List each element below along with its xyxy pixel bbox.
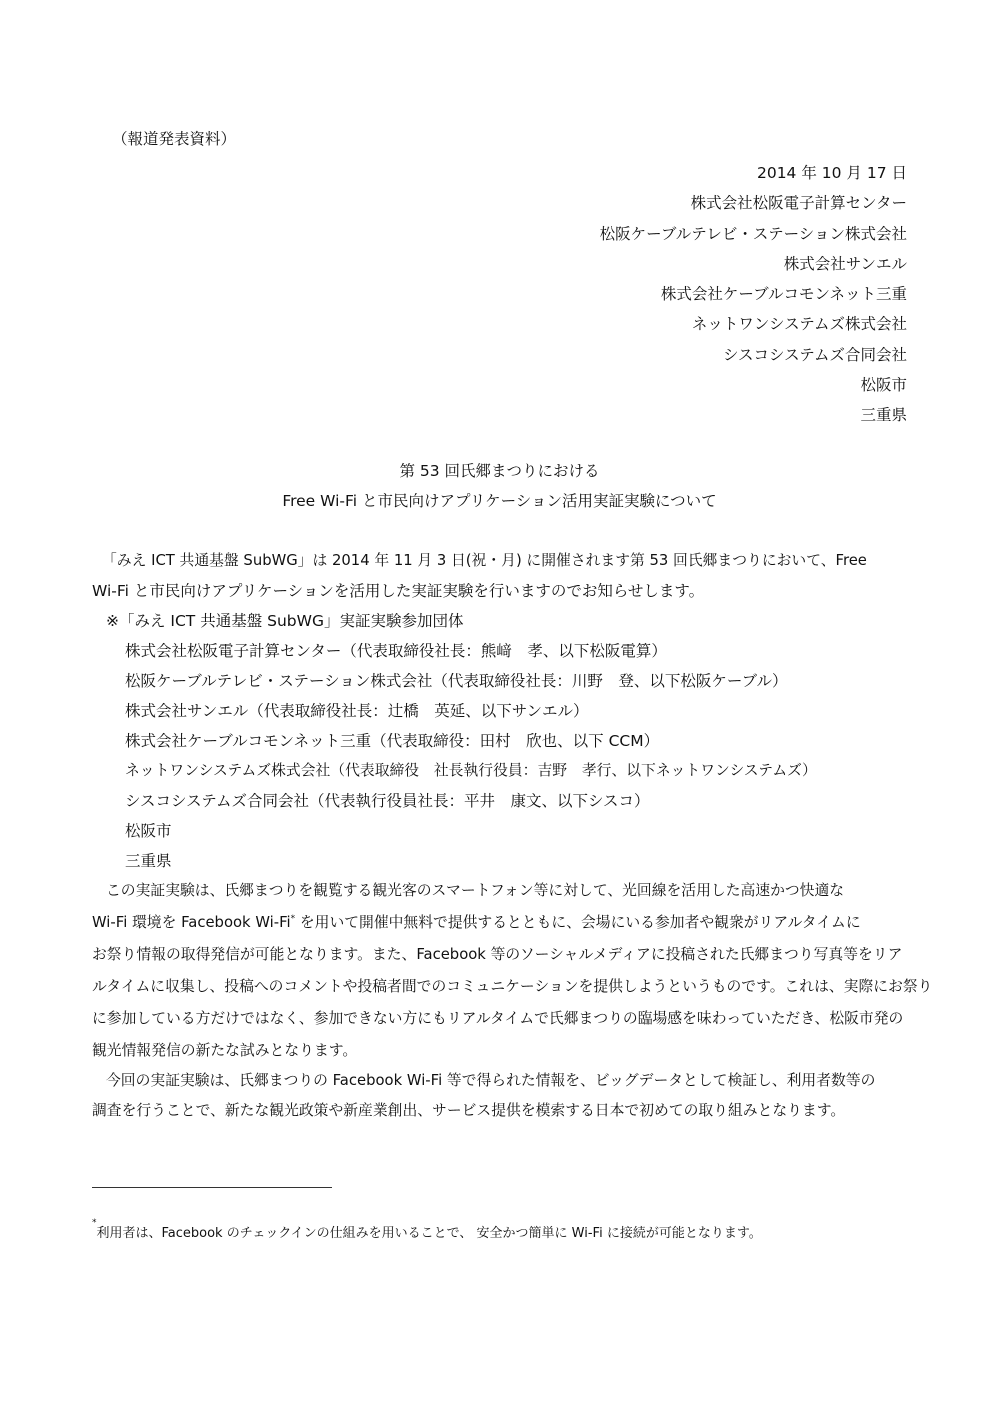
organization-1: 株式会社松阪電子計算センター (690, 194, 907, 213)
title-line-2: Free Wi-Fi と市民向けアプリケーション活用実証実験について (282, 492, 717, 510)
organization-8: 三重県 (860, 406, 907, 425)
paragraph-1-line-3: お祭り情報の取得発信が可能となります。また、Facebook 等のソーシャルメディアに投稿された氏郷まつり写真等をリア (92, 946, 903, 963)
organization-7: 松阪市 (860, 376, 907, 395)
release-date: 2014 年 10 月 17 日 (756, 164, 907, 182)
organization-6: シスコシステムズ合同会社 (723, 345, 907, 364)
organization-5: ネットワンシステムズ株式会社 (691, 315, 907, 334)
header-block (600, 158, 907, 431)
paragraph-1-line-4: ルタイムに収集し、投稿へのコメントや投稿者間でのコミュニケーションを提供しようというものです。これは、実際にお祭り (92, 978, 933, 995)
footnote-reference-mark: * (290, 914, 296, 924)
footnote (92, 1218, 762, 1241)
organization-4: 株式会社ケーブルコモンネット三重 (660, 285, 907, 304)
title-line-1: 第 53 回氏郷まつりにおける (399, 462, 600, 480)
organization-3: 株式会社サンエル (783, 254, 907, 273)
paragraph-2-line-2: 調査を行うことで、新たな観光政策や新産業創出、サービス提供を模索する日本で初めての取り組みとなります。 (92, 1102, 846, 1119)
intro-line-2: Wi-Fi と市民向けアプリケーションを活用した実証実験を行いますのでお知らせします。 (92, 582, 705, 600)
participant-item: 株式会社サンエル（代表取締役社長：辻橋 英延、以下サンエル） (125, 702, 589, 720)
footnote-text: 利用者は、Facebook のチェックインの仕組みを用いることで、 安全かつ簡単に Wi-Fi に接続が可能となります。 (96, 1226, 762, 1241)
participant-item: 株式会社松阪電子計算センター（代表取締役社長：熊﨑 孝、以下松阪電算） (125, 642, 667, 660)
paragraph-1-line-2-b: を用いて開催中無料で提供するとともに、会場にいる参加者や観衆がリアルタイムに (295, 914, 861, 931)
organization-2: 松阪ケーブルテレビ・ステーション株式会社 (599, 224, 907, 243)
paragraph-1-line-5: に参加している方だけではなく、参加できない方にもリアルタイムで氏郷まつりの臨場感を味わっていただき、松阪市発の (92, 1010, 904, 1027)
participant-item: 松阪ケーブルテレビ・ステーション株式会社（代表取締役社長：川野 登、以下松阪ケーブル） (125, 672, 788, 690)
participant-item: 三重県 (125, 852, 172, 870)
participant-item: シスコシステムズ合同会社（代表執行役員社長：平井 康文、以下シスコ） (125, 792, 650, 810)
footnote-divider (92, 1187, 332, 1188)
participant-item: ネットワンシステムズ株式会社（代表取締役 社長執行役員：吉野 孝行、以下ネットワンシステムズ） (125, 762, 817, 779)
participant-item: 株式会社ケーブルコモンネット三重（代表取締役：田村 欣也、以下 CCM） (125, 732, 660, 750)
document-type-label: （報道発表資料） (112, 130, 237, 148)
paragraph-1-line-2-a: Wi-Fi 環境を Facebook Wi-Fi (92, 914, 291, 931)
paragraph-1-line-1: この実証実験は、氏郷まつりを観覧する観光客のスマートフォン等に対して、光回線を活用した高速かつ快適な (106, 882, 845, 899)
participants-heading: ※「みえ ICT 共通基盤 SubWG」実証実験参加団体 (106, 612, 464, 630)
intro-line-1: 「みえ ICT 共通基盤 SubWG」は 2014 年 11 月 3 日(祝・月) に開催されます第 53 回氏郷まつりにおいて、Free (102, 552, 867, 569)
footnote-mark: * (92, 1218, 97, 1228)
paragraph-2-line-1: 今回の実証実験は、氏郷まつりの Facebook Wi-Fi 等で得られた情報を、ビッグデータとして検証し、利用者数等の (106, 1072, 876, 1089)
paragraph-1-line-6: 観光情報発信の新たな試みとなります。 (92, 1042, 358, 1059)
participant-item: 松阪市 (125, 822, 172, 840)
paragraph-1-line-2 (92, 908, 861, 938)
